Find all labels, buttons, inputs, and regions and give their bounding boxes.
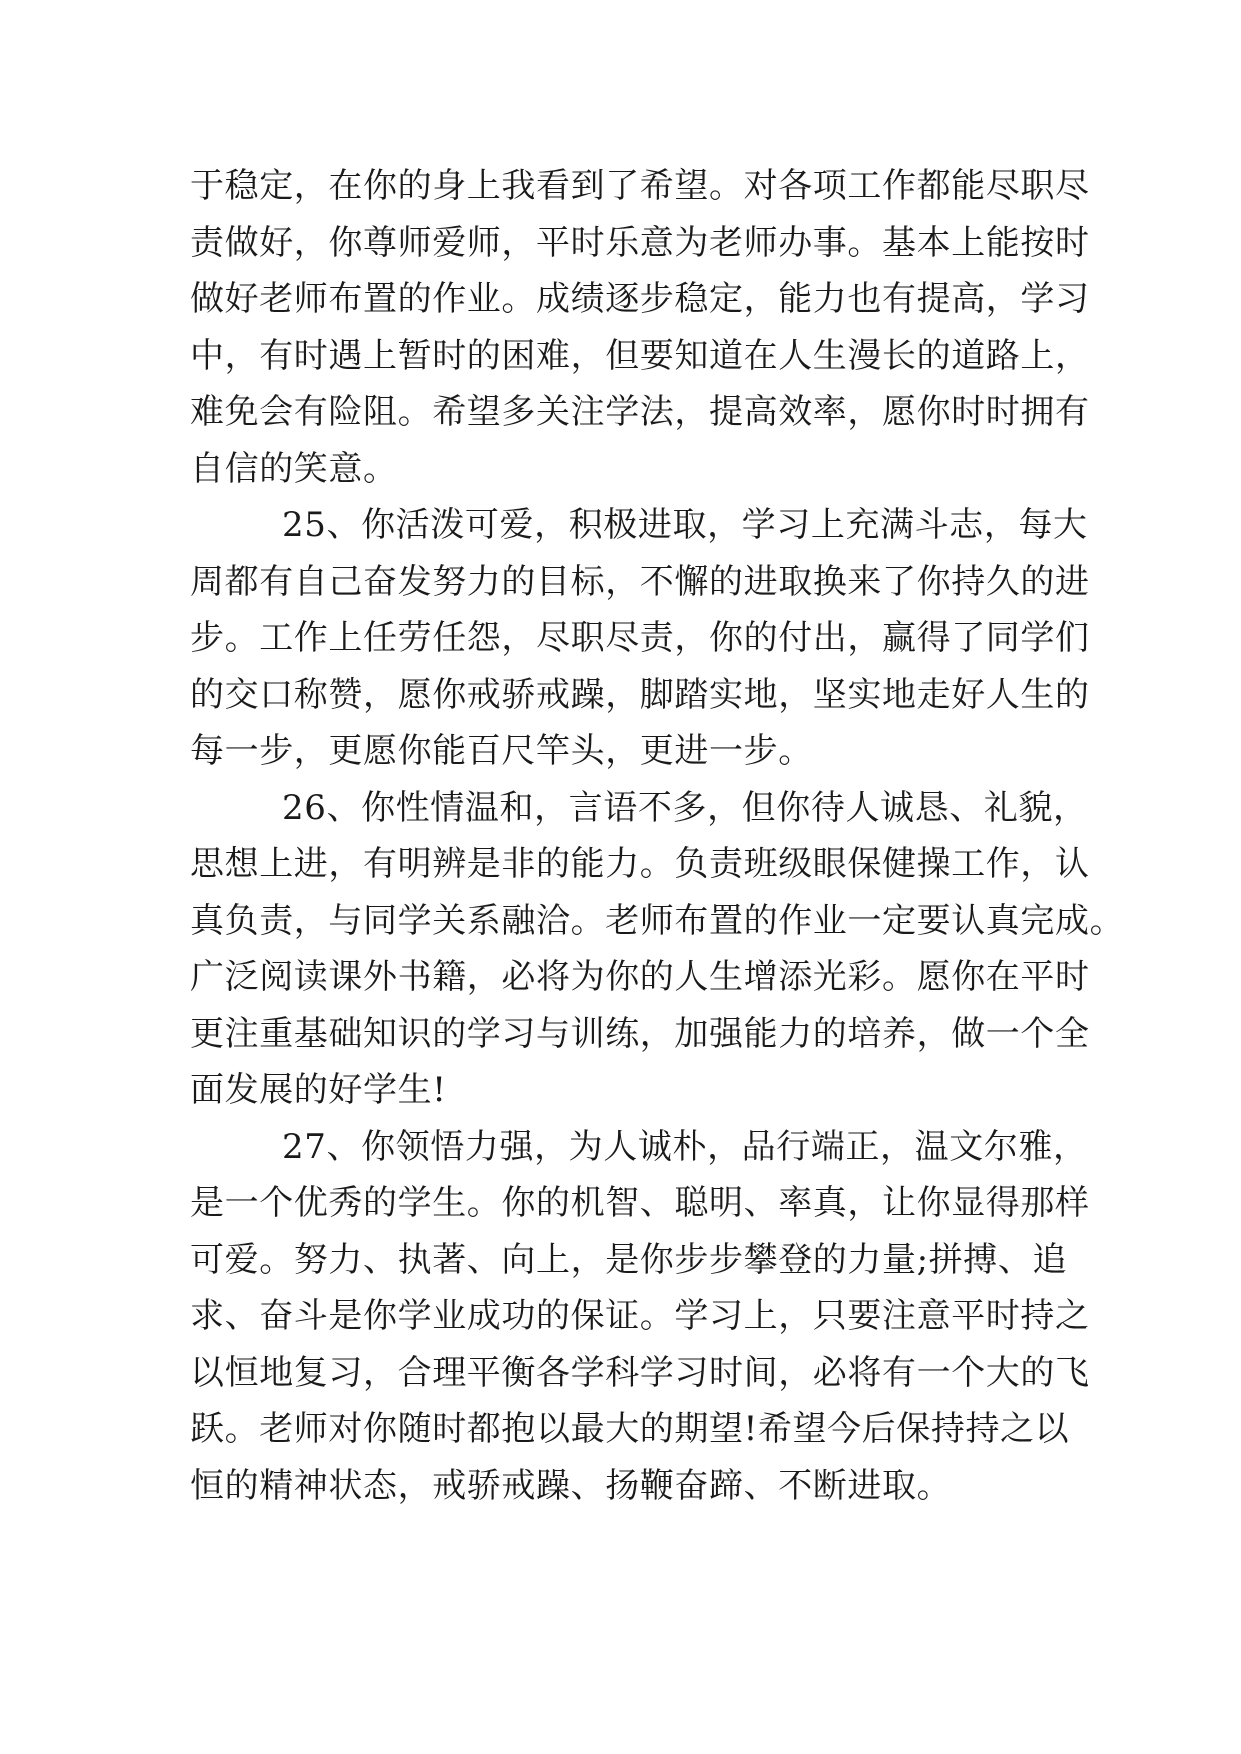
paragraph-24-tail [190,158,1090,497]
text-line: 真负责，与同学关系融洽。老师布置的作业一定要认真完成。 [190,900,1125,941]
text-line: 可爱。努力、执著、向上，是你步步攀登的力量;拼搏、追 [190,1239,1068,1280]
text-line: 26、你性情温和，言语不多，但你待人诚恳、礼貌， [282,787,1088,828]
text-line: 周都有自己奋发努力的目标，不懈的进取换来了你持久的进 [190,561,1090,602]
text-line: 做好老师布置的作业。成绩逐步稳定，能力也有提高，学习 [190,279,1090,319]
text-line: 更注重基础知识的学习与训练，加强能力的培养，做一个全 [190,1013,1090,1054]
paragraph-27 [190,1119,1090,1515]
text-line: 中，有时遇上暂时的困难，但要知道在人生漫长的道路上， [190,335,1090,376]
text-line: 27、你领悟力强，为人诚朴，品行端正，温文尔雅， [282,1126,1088,1167]
text-line: 责做好，你尊师爱师，平时乐意为老师办事。基本上能按时 [190,222,1090,263]
text-line: 广泛阅读课外书籍，必将为你的人生增添光彩。愿你在平时 [190,957,1090,997]
text-line: 步。工作上任劳任怨，尽职尽责，你的付出，赢得了同学们 [190,618,1090,658]
document-body [190,158,1125,1514]
text-line: 是一个优秀的学生。你的机智、聪明、率真，让你显得那样 [190,1183,1090,1223]
text-line: 的交口称赞，愿你戒骄戒躁，脚踏实地，坚实地走好人生的 [190,674,1090,715]
text-line: 25、你活泼可爱，积极进取，学习上充满斗志，每大 [282,505,1088,545]
text-line: 于稳定，在你的身上我看到了希望。对各项工作都能尽职尽 [190,166,1090,206]
text-line: 面发展的好学生! [190,1070,447,1110]
text-line: 求、奋斗是你学业成功的保证。学习上，只要注意平时持之 [190,1296,1090,1336]
paragraph-25 [190,497,1090,780]
text-line: 每一步，更愿你能百尺竿头，更进一步。 [190,731,813,771]
text-line: 以恒地复习，合理平衡各学科学习时间，必将有一个大的飞 [190,1352,1090,1393]
text-line: 难免会有险阻。希望多关注学法，提高效率，愿你时时拥有 [190,392,1090,432]
text-line: 思想上进，有明辨是非的能力。负责班级眼保健操工作，认 [190,844,1090,884]
text-line: 跃。老师对你随时都抱以最大的期望!希望今后保持持之以 [190,1409,1070,1449]
text-line: 恒的精神状态，戒骄戒躁、扬鞭奋蹄、不断进取。 [190,1465,952,1506]
text-line: 自信的笑意。 [190,448,398,489]
paragraph-26 [190,780,1125,1119]
